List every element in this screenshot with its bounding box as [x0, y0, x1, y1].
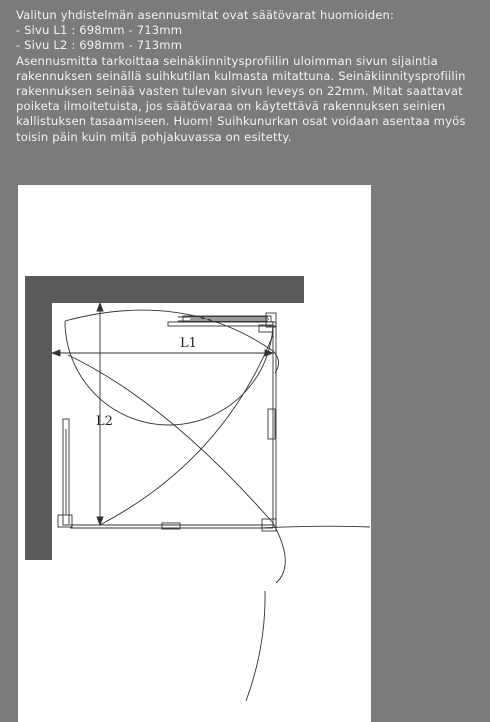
door-swing-arc-top-semicircle: [65, 321, 273, 425]
door-swing-arc-top-outward: [65, 310, 279, 373]
door-swing-arc-bottom-right: [246, 591, 265, 701]
explanation-line-1: Asennusmitta tarkoittaa seinäkiinnitysprofiilin uloimman sivun sijaintia: [16, 53, 438, 68]
spec-side-l1: - Sivu L1 : 698mm - 713mm: [16, 23, 183, 38]
explanation-line-6: toisin päin kuin mitä pohjakuvassa on esitetty.: [16, 129, 292, 144]
door-swing-arc-right-large: [100, 335, 273, 525]
dimension-label-l2: L2: [96, 414, 113, 429]
dimension-arrow-l2-top: [97, 303, 103, 311]
floor-plan-diagram: [18, 185, 371, 722]
explanation-line-4: poiketa ilmoitetuista, jos säätövaraa on käytettävä rakennuksen seinien: [16, 99, 446, 114]
installation-instructions: [16, 8, 486, 145]
explanation-line-2: rakennuksen seinällä suihkutilan kulmasta mitattuna. Seinäkiinnitysprofiilin: [16, 68, 466, 83]
intro-line-1: Valitun yhdistelmän asennusmitat ovat säätövarat huomioiden:: [16, 8, 395, 22]
floor-plan-svg: [18, 185, 371, 722]
spec-side-l2: - Sivu L2 : 698mm - 713mm: [16, 38, 183, 53]
dimension-lines: [52, 303, 273, 525]
dimension-arrow-l1-left: [52, 350, 60, 356]
glass-panel-left: [58, 419, 72, 527]
door-swing-arcs: [65, 310, 370, 701]
door-swing-arc-bottom-outward: [260, 526, 370, 528]
door-swing-arc-left-large: [68, 355, 285, 583]
explanation-line-5: kallistuksen tasaamiseen. Huom! Suihkunurkan osat voidaan asentaa myös: [16, 114, 466, 129]
dimension-label-l1: L1: [180, 336, 197, 351]
explanation-line-3: rakennuksen seinää vasten tulevan sivun leveys on 22mm. Mitat saattavat: [16, 84, 463, 99]
